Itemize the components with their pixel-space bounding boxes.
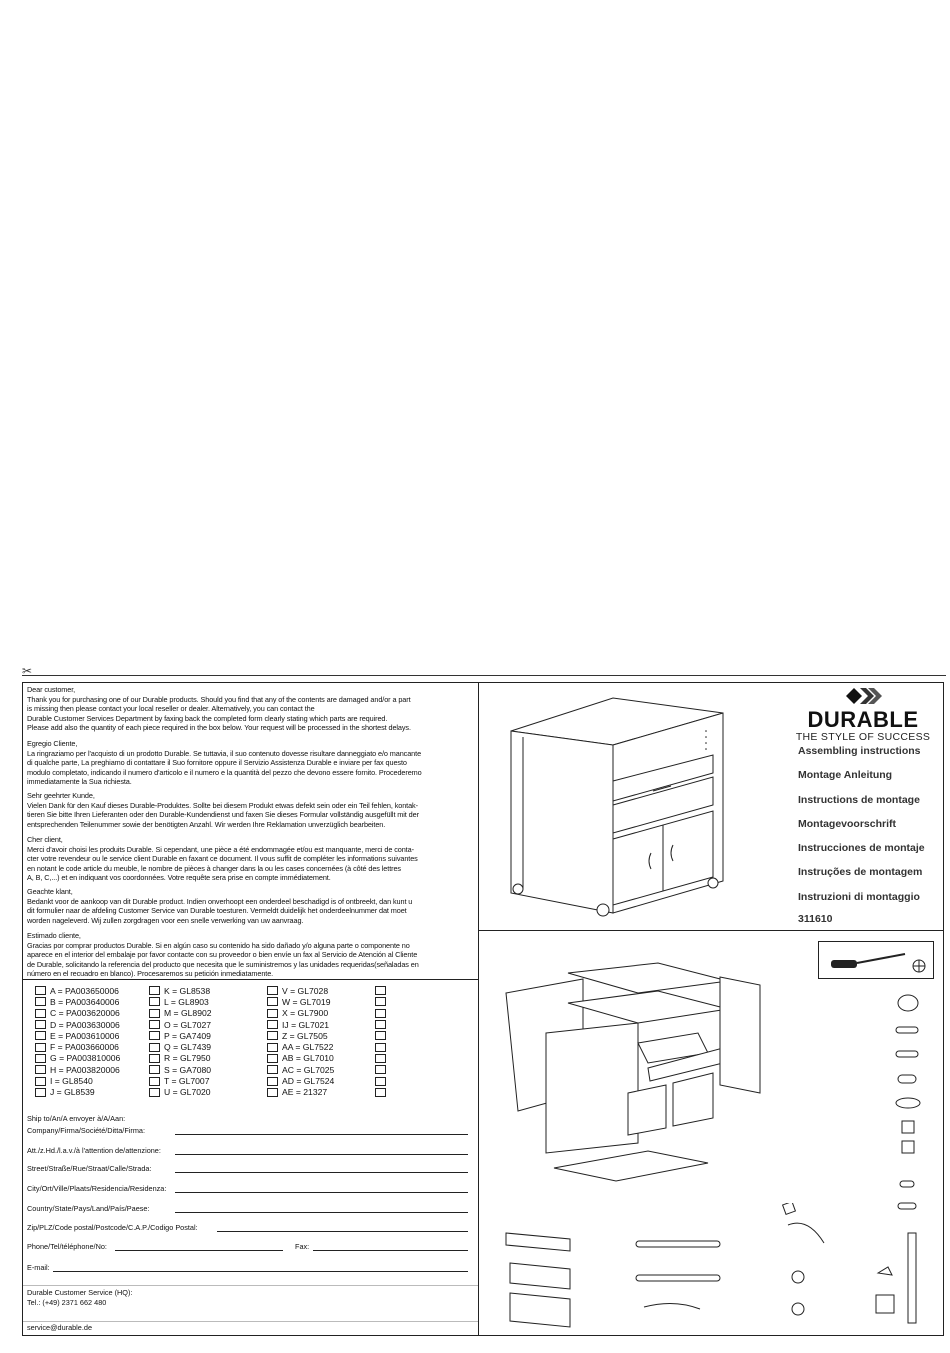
instruction-title: Instruções de montagem bbox=[798, 866, 923, 879]
paragraph-heading: Sehr geehrter Kunde, bbox=[27, 791, 95, 800]
part-row bbox=[267, 1075, 334, 1086]
quantity-box[interactable] bbox=[375, 1009, 386, 1018]
part-code: J = GL8539 bbox=[50, 1087, 95, 1098]
part-row bbox=[149, 1053, 212, 1064]
part-code: O = GL7027 bbox=[164, 1019, 212, 1030]
cut-line bbox=[22, 675, 946, 676]
part-row bbox=[375, 1030, 390, 1041]
city-label: City/Ort/Ville/Plaats/Residencia/Residenza: bbox=[27, 1184, 167, 1193]
part-row bbox=[35, 1019, 120, 1030]
part-row bbox=[267, 1008, 334, 1019]
quantity-box[interactable] bbox=[375, 1020, 386, 1029]
part-code: Q = GL7439 bbox=[164, 1042, 212, 1053]
quantity-box[interactable] bbox=[267, 1088, 278, 1097]
part-code: G = PA003810006 bbox=[50, 1053, 121, 1064]
tools-box bbox=[818, 941, 934, 979]
part-code: S = GA7080 bbox=[164, 1064, 212, 1075]
part-row bbox=[149, 996, 212, 1007]
quantity-box[interactable] bbox=[267, 1065, 278, 1074]
instruction-title: Assembling instructions bbox=[798, 745, 921, 757]
phone-label: Phone/Tel/téléphone/No: bbox=[27, 1242, 107, 1251]
quantity-box[interactable] bbox=[35, 1020, 46, 1029]
country-field[interactable] bbox=[175, 1212, 468, 1213]
paragraph-line: La ringraziamo per l'acquisto di un prodotto Durable. Se tuttavia, il suo contenuto dovesse risultare danneggiato e/o mancante bbox=[27, 748, 422, 758]
paragraph-line: Vielen Dank für den Kauf dieses Durable-Produktes. Sollte bei diesem Produkt etwas defekt sein oder ein Teil fehlen, kontak- bbox=[27, 800, 418, 810]
paragraph-line: immediatamente la Sua richiesta. bbox=[27, 777, 132, 787]
quantity-box[interactable] bbox=[267, 1077, 278, 1086]
service-email: service@durable.de bbox=[27, 1323, 93, 1332]
part-code: IJ = GL7021 bbox=[282, 1019, 330, 1030]
part-row bbox=[375, 1019, 390, 1030]
intro-paragraph bbox=[27, 791, 475, 829]
part-code: C = PA003620006 bbox=[50, 1008, 120, 1019]
intro-paragraph bbox=[27, 685, 475, 733]
instruction-title: Montagevoorschrift bbox=[798, 817, 897, 830]
paragraph-heading: Estimado cliente, bbox=[27, 931, 81, 940]
quantity-box[interactable] bbox=[375, 1088, 386, 1097]
part-code: V = GL7028 bbox=[282, 985, 329, 996]
city-field[interactable] bbox=[175, 1192, 468, 1193]
part-row bbox=[375, 985, 390, 996]
paragraph-line: Gracias por comprar productos Durable. Si en algún caso su contenido ha sido dañado y/o alguna parte o componente no bbox=[27, 940, 410, 950]
paragraph-line: Durable Customer Services Department by faxing back the completed form clearly stating which parts are required. bbox=[27, 713, 388, 723]
part-code: R = GL7950 bbox=[164, 1053, 211, 1064]
quantity-box[interactable] bbox=[35, 1077, 46, 1086]
paragraph-line: de Durable, solicitando la referencia del producto que necesita que le suministremos y las unidades requeridas(señaladas en bbox=[27, 959, 419, 969]
components-diagram bbox=[498, 1203, 938, 1333]
intro-paragraph bbox=[27, 931, 475, 979]
part-code: AE = 21327 bbox=[282, 1087, 328, 1098]
quantity-box[interactable] bbox=[149, 1020, 160, 1029]
part-row bbox=[149, 1019, 212, 1030]
part-code: L = GL8903 bbox=[164, 996, 209, 1007]
paragraph-line: modulo completato, indicando il numero d'articolo e il numero e la quantità del pezzo che devono essere fornito. Procederemo bbox=[27, 767, 422, 777]
paragraph-line: Please add also the quantity of each piece required in the box below. Your request will be processed in the shortest delays. bbox=[27, 723, 411, 733]
quantity-box[interactable] bbox=[375, 1065, 386, 1074]
zip-label: Zip/PLZ/Code postal/Postcode/C.A.P./Codigo Postal: bbox=[27, 1223, 198, 1232]
quantity-box[interactable] bbox=[267, 1009, 278, 1018]
quantity-box[interactable] bbox=[35, 1043, 46, 1052]
part-row bbox=[35, 1064, 120, 1075]
part-row bbox=[375, 1053, 390, 1064]
part-code: P = GA7409 bbox=[164, 1030, 211, 1041]
country-label: Country/State/Pays/Land/País/Paese: bbox=[27, 1204, 150, 1213]
order-form bbox=[22, 682, 944, 1336]
instruction-title: Montage Anleitung bbox=[798, 769, 893, 782]
paragraph-line: is missing then please contact your local reseller or dealer. Alternatively, you can contact the bbox=[27, 704, 315, 714]
parts-grid bbox=[35, 985, 475, 1109]
paragraph-line: cter votre revendeur ou le service client Durable en faxant ce document. Il vous suffit de compléter les informations suivantes bbox=[27, 854, 418, 864]
divider bbox=[23, 979, 478, 980]
part-row bbox=[375, 1008, 390, 1019]
part-row bbox=[375, 1087, 390, 1098]
right-panel bbox=[478, 683, 943, 1335]
phone-field[interactable] bbox=[115, 1250, 283, 1251]
company-label: Company/Firma/Société/Ditta/Firma: bbox=[27, 1126, 145, 1135]
instruction-title: Instrucciones de montaje bbox=[798, 842, 925, 855]
att-field[interactable] bbox=[175, 1154, 468, 1155]
part-row bbox=[149, 1075, 212, 1086]
divider bbox=[23, 1321, 478, 1322]
hardware-parts bbox=[878, 991, 938, 1221]
paragraph-line: número en el recuadro en blanco). Procesaremos su petición inmediatamente. bbox=[27, 969, 274, 979]
paragraph-line: Thank you for purchasing one of our Durable products. Should you find that any of the contents are damaged and/or a part bbox=[27, 694, 411, 704]
paragraph-heading: Dear customer, bbox=[27, 685, 76, 694]
part-code: U = GL7020 bbox=[164, 1087, 211, 1098]
quantity-box[interactable] bbox=[149, 1088, 160, 1097]
part-row bbox=[149, 1087, 212, 1098]
quantity-box[interactable] bbox=[149, 1009, 160, 1018]
quantity-box[interactable] bbox=[35, 997, 46, 1006]
part-row bbox=[149, 1030, 212, 1041]
exploded-view-diagram bbox=[498, 943, 798, 1183]
part-row bbox=[267, 985, 334, 996]
service-name: Durable Customer Service (HQ): bbox=[27, 1288, 133, 1297]
part-row bbox=[149, 985, 212, 996]
quantity-box[interactable] bbox=[35, 1054, 46, 1063]
part-code: Z = GL7505 bbox=[282, 1030, 328, 1041]
part-row bbox=[267, 1064, 334, 1075]
paragraph-heading: Egregio Cliente, bbox=[27, 739, 78, 748]
intro-paragraph bbox=[27, 835, 475, 883]
part-code: I = GL8540 bbox=[50, 1076, 93, 1087]
article-number: 311610 bbox=[798, 913, 833, 925]
paragraph-line: tieren Sie bitte Ihren Lieferanten oder den Durable-Kundendienst und faxen Sie dieses Formular vollständig ausgefüllt mit der bbox=[27, 810, 419, 820]
part-row bbox=[149, 1008, 212, 1019]
part-row bbox=[35, 1041, 120, 1052]
quantity-box[interactable] bbox=[267, 997, 278, 1006]
divider bbox=[23, 1285, 478, 1286]
part-code: K = GL8538 bbox=[164, 985, 211, 996]
quantity-box[interactable] bbox=[149, 1065, 160, 1074]
quantity-box[interactable] bbox=[267, 986, 278, 995]
quantity-box[interactable] bbox=[267, 1031, 278, 1040]
paragraph-line: Bedankt voor de aankoop van dit Durable product. Indien onverhoopt een onderdeel beschadigd is of ontbreekt, dan kunt u bbox=[27, 896, 413, 906]
quantity-box[interactable] bbox=[35, 986, 46, 995]
part-code: H = PA003820006 bbox=[50, 1064, 120, 1075]
street-label: Street/Straße/Rue/Straat/Calle/Strada: bbox=[27, 1164, 152, 1173]
quantity-box[interactable] bbox=[35, 1031, 46, 1040]
quantity-box[interactable] bbox=[35, 1065, 46, 1074]
logo-mark bbox=[788, 685, 938, 707]
ship-heading: Ship to/An/A envoyer à/A/Aan: bbox=[27, 1114, 126, 1123]
quantity-box[interactable] bbox=[35, 1009, 46, 1018]
part-code: W = GL7019 bbox=[282, 996, 331, 1007]
part-row bbox=[35, 1087, 120, 1098]
service-tel: Tel.: (+49) 2371 662 480 bbox=[27, 1298, 107, 1307]
part-row bbox=[375, 1041, 390, 1052]
paragraph-heading: Geachte klant, bbox=[27, 887, 73, 896]
durable-logo bbox=[788, 685, 938, 743]
part-row bbox=[375, 996, 390, 1007]
part-row bbox=[35, 1075, 120, 1086]
street-field[interactable] bbox=[175, 1172, 468, 1173]
quantity-box[interactable] bbox=[149, 1031, 160, 1040]
part-code: M = GL8902 bbox=[164, 1008, 212, 1019]
paragraph-line: entsprechenden Teilenummer sowie der benötigten Anzahl. Wir werden Ihre Reklamation unverzüglich bearbeiten. bbox=[27, 819, 386, 829]
paragraph-line: aparece en el interior del embalaje por favor contacte con su proveedor o bien envíe un fax al Servicio de Atención al Cliente bbox=[27, 950, 418, 960]
part-row bbox=[267, 996, 334, 1007]
part-row bbox=[267, 1030, 334, 1041]
att-label: Att./z.Hd./l.a.v./à l'attention de/attenzione: bbox=[27, 1146, 161, 1155]
paragraph-line: A, B, C,...) et en indiquant vos coordonnées. Votre requête sera prise en compte immédiatement. bbox=[27, 873, 331, 883]
part-code: AC = GL7025 bbox=[282, 1064, 335, 1075]
email-label: E-mail: bbox=[27, 1263, 50, 1272]
part-row bbox=[267, 1019, 334, 1030]
intro-paragraph bbox=[27, 887, 475, 925]
part-code: E = PA003610006 bbox=[50, 1030, 120, 1041]
quantity-box[interactable] bbox=[149, 1054, 160, 1063]
quantity-box[interactable] bbox=[267, 1020, 278, 1029]
instruction-title: Instructions de montage bbox=[798, 793, 920, 806]
part-code: T = GL7007 bbox=[164, 1076, 210, 1087]
quantity-box[interactable] bbox=[149, 986, 160, 995]
screwdriver-icon bbox=[819, 942, 933, 978]
quantity-box[interactable] bbox=[375, 997, 386, 1006]
part-row bbox=[267, 1087, 334, 1098]
quantity-box[interactable] bbox=[375, 1077, 386, 1086]
quantity-box[interactable] bbox=[375, 1043, 386, 1052]
part-code: A = PA003650006 bbox=[50, 985, 119, 996]
fax-label: Fax: bbox=[295, 1242, 310, 1251]
quantity-box[interactable] bbox=[149, 997, 160, 1006]
part-row bbox=[35, 985, 120, 996]
paragraph-line: worden nageleverd. Wij zullen zorgdragen voor een snelle verwerking van uw aanvraag. bbox=[27, 915, 304, 925]
part-row bbox=[375, 1075, 390, 1086]
paragraph-line: Merci d'avoir choisi les produits Durable. Si cependant, une pièce a été endommagée et/ou est manquante, merci de conta- bbox=[27, 844, 414, 854]
part-row bbox=[149, 1064, 212, 1075]
brand-name: DURABLE bbox=[807, 707, 919, 732]
paragraph-line: di qualche parte, La preghiamo di contattare il Suo fornitore oppure il Servizio Assistenza Durable e inviare per fax questo bbox=[27, 758, 407, 768]
intro-paragraph bbox=[27, 739, 475, 787]
paragraph-heading: Cher client, bbox=[27, 835, 63, 844]
part-row bbox=[375, 1064, 390, 1075]
paragraph-line: dit formulier naar de afdeling Customer Service van Durable toesturen. Vermeldt duidelijk het onderdeelnummer dat moet bbox=[27, 906, 407, 916]
part-code: X = GL7900 bbox=[282, 1008, 329, 1019]
email-field[interactable] bbox=[53, 1271, 468, 1272]
quantity-box[interactable] bbox=[35, 1088, 46, 1097]
part-code: B = PA003640006 bbox=[50, 996, 120, 1007]
product-illustration bbox=[503, 693, 733, 923]
part-code: F = PA003660006 bbox=[50, 1042, 119, 1053]
left-panel bbox=[23, 683, 479, 1335]
quantity-box[interactable] bbox=[375, 1031, 386, 1040]
quantity-box[interactable] bbox=[149, 1043, 160, 1052]
part-code: D = PA003630006 bbox=[50, 1019, 120, 1030]
instruction-title: Instruzioni di montaggio bbox=[798, 890, 920, 903]
part-code: AA = GL7522 bbox=[282, 1042, 334, 1053]
part-row bbox=[267, 1053, 334, 1064]
zip-field[interactable] bbox=[217, 1231, 468, 1232]
quantity-box[interactable] bbox=[375, 986, 386, 995]
divider bbox=[478, 930, 943, 931]
quantity-box[interactable] bbox=[267, 1043, 278, 1052]
part-row bbox=[267, 1041, 334, 1052]
part-code: AD = GL7524 bbox=[282, 1076, 335, 1087]
part-row bbox=[149, 1041, 212, 1052]
part-row bbox=[35, 1030, 120, 1041]
quantity-box[interactable] bbox=[375, 1054, 386, 1063]
part-row bbox=[35, 1053, 120, 1064]
instruction-titles bbox=[798, 745, 925, 915]
part-row bbox=[35, 996, 120, 1007]
brand-tagline: THE STYLE OF SUCCESS bbox=[795, 731, 931, 743]
fax-field[interactable] bbox=[313, 1250, 468, 1251]
company-field[interactable] bbox=[175, 1134, 468, 1135]
part-code: AB = GL7010 bbox=[282, 1053, 334, 1064]
paragraph-line: en notant le code article du meuble, le nombre de pièces à changer dans la ou les cases concernées (à côté des lettres bbox=[27, 863, 401, 873]
quantity-box[interactable] bbox=[267, 1054, 278, 1063]
scissors-icon: ✂ bbox=[22, 664, 33, 678]
part-row bbox=[35, 1008, 120, 1019]
quantity-box[interactable] bbox=[149, 1077, 160, 1086]
